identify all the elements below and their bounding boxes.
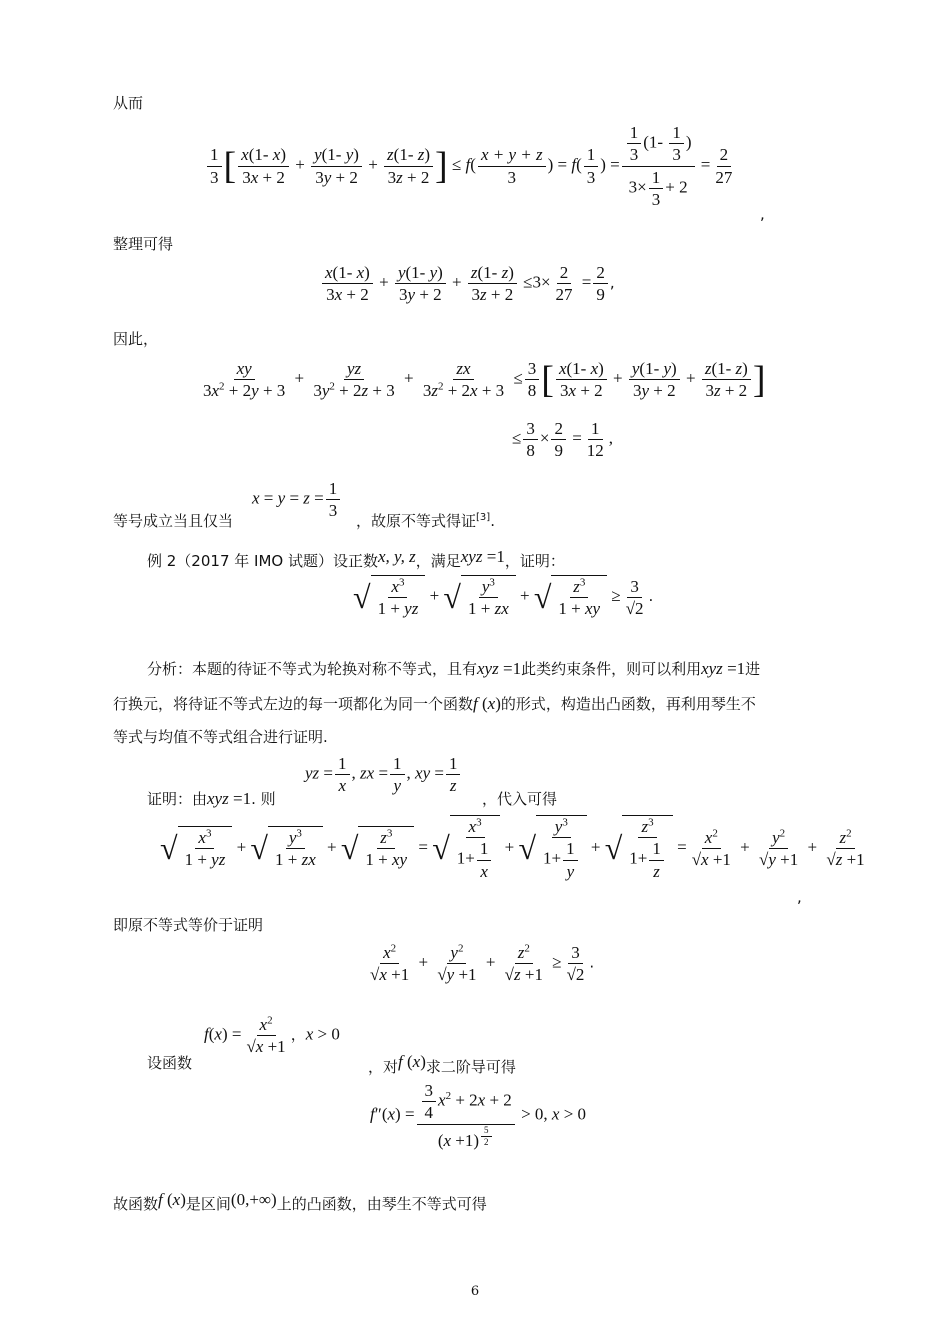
- comma: ,: [760, 205, 765, 223]
- text-analysis-2: 行换元，将待证不等式左边的每一项都化为同一个函数f (x)的形式，构造出凸函数，再利用琴生不: [113, 694, 756, 713]
- equation-transformed: √ $\frac{x^3}{1 + yz}$ + √ $\frac{y^3}{1 + zx}$ + √ $\frac{z^3}{1 + xy}$ = √ $x^3$ 1+ $\frac{1}{x}$ + √ $y^3$ 1+ $\frac{1}{y}$ + √ $z^3$ 1+ $\frac{1}{z}$ = $\frac{x^2}{√x +1}$ + $\frac{y^2}{√y +1}$ + $\frac{z^2}{√z +1}$: [160, 816, 865, 881]
- equation-substitution: yz = $\frac{1}{x}$ , zx = $\frac{1}{y}$ , xy = $\frac{1}{z}$: [305, 753, 462, 797]
- text-proof-post: ，代入可得: [482, 790, 558, 808]
- text-proof-start: 证明：由xyz =1. 则: [147, 789, 276, 808]
- text-set-function: 设函数: [147, 1054, 193, 1072]
- text-analysis-1: 分析：本题的待证不等式为轮换对称不等式，且有xyz =1此类约束条件，则可以利用xyz =1进: [147, 659, 761, 678]
- text-equality-post: ，故原不等式得证[3].: [356, 512, 495, 530]
- text-set-function-post: ，对f (x)求二阶导可得: [368, 1052, 516, 1076]
- equation-equivalent: $\frac{x^2}{√x +1}$ + $\frac{y^2}{√y +1}$ + $\frac{z^2}{√z +1}$ ≥ $\frac{3}{√2}$ .: [370, 942, 595, 985]
- text-equality-condition: 等号成立当且仅当: [113, 512, 234, 530]
- text-analysis-3: 等式与均值不等式组合进行证明.: [113, 728, 328, 746]
- equation-equality: x = y = z = $\frac{1}{3}$: [252, 478, 342, 522]
- equation-sum-bound: $\frac{x(1- x)}{3x + 2}$ + $\frac{y(1- y)}{3y + 2}$ + $\frac{z(1- z)}{3z + 2}$ ≤3× $\frac{2}{27}$ = $\frac{2}{9}$ ,: [320, 262, 615, 306]
- equation-main-bound: $\frac{xy}{3x^2 + 2y + 3}$ + $\frac{yz}{3y^2 + 2z + 3}$ + $\frac{zx}{3z^2 + 2x + 3}$ ≤ $\frac{3}{8}$ [ $\frac{x(1- x)}{3x + 2}$ + $\frac{y(1- y)}{3y + 2}$ + $\frac{z(1- z)}{3z + 2}$ ]: [203, 358, 766, 401]
- page-number: 6: [470, 1284, 480, 1299]
- equation-function-def: f(x) = $\frac{x^2}{√x +1}$ ，x > 0: [204, 1014, 340, 1057]
- text-conclusion: 故函数f (x)是区间(0,+∞)上的凸函数，由琴生不等式可得: [113, 1190, 487, 1213]
- text-zhengli: 整理可得: [113, 235, 174, 253]
- text-congru: 从而: [113, 94, 144, 112]
- equation-imo: √ $\frac{x^3}{1 + yz}$ + √ $\frac{y^3}{1 + zx}$ + √ $\frac{z^3}{1 + xy}$ ≥ $\frac{3}{√2}$ .: [353, 576, 654, 619]
- citation-ref: [3]: [476, 512, 491, 523]
- text-example2: 例 2（2017 年 IMO 试题）设正数x, y, z，满足xyz =1，证明：: [147, 547, 565, 570]
- text-equivalent: 即原不等式等价于证明: [113, 916, 264, 934]
- equation-main-bound-2: ≤ $\frac{3}{8}$ × $\frac{2}{9}$ = $\frac{1}{12}$ ,: [512, 419, 614, 461]
- equation-jensen-applied: $\frac{1}{3}$ [ $\frac{x(1- x)}{3x + 2}$ + $\frac{y(1- y)}{3y + 2}$ + $\frac{z(1- z)}{3z + 2}$ ] ≤ f( $\frac{x + y + z}{3}$ ) = f( $\frac{1}{3}$ ) = $\frac{1}{3}$ (1- $\frac{1}{3}$ ) 3× $\frac{1}{3}$ + 2 = $\frac{2}{27}$: [205, 122, 737, 210]
- comma: ,: [797, 888, 802, 906]
- equation-second-derivative: f″(x) = $\frac{3}{4}$ $x^2 + 2x + 2$ (x +1) $^{\frac{5}{2}}$ > 0, x > 0: [370, 1081, 587, 1150]
- text-yinci: 因此，: [113, 330, 159, 348]
